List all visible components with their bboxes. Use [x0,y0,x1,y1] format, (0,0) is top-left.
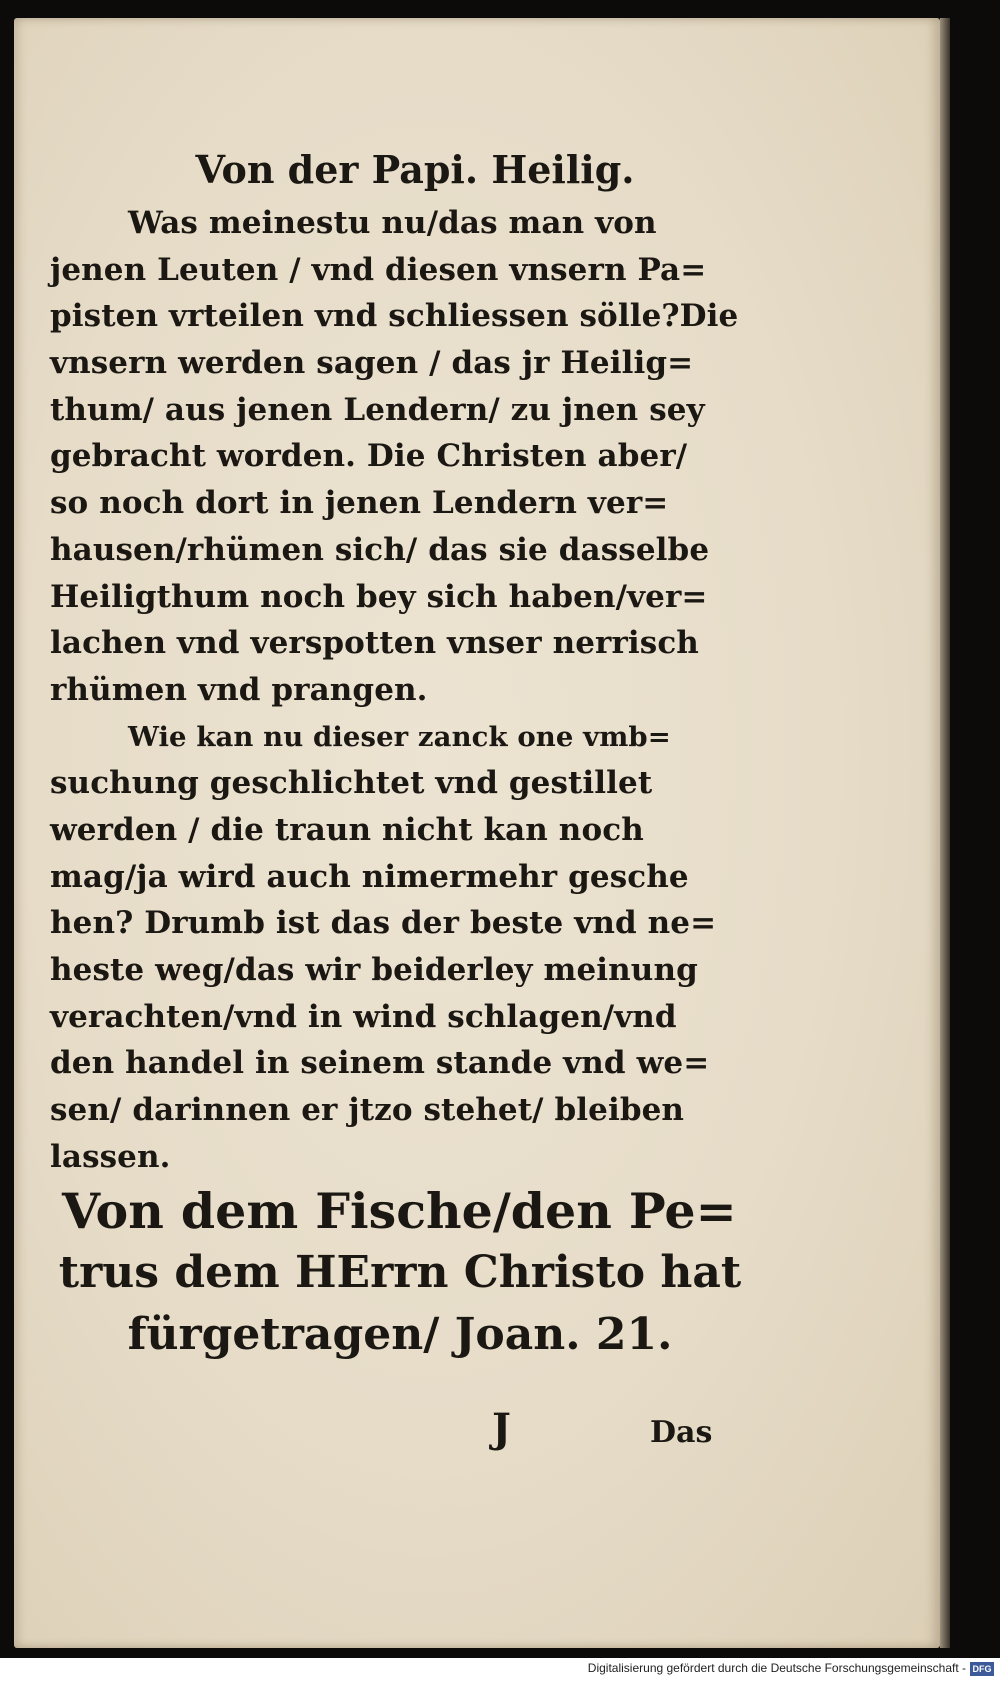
text-line: rhümen vnd prangen. [50,671,428,708]
text-line: Heiligthum noch bey sich haben/ver= [50,578,708,615]
running-head: Von der Papi. Heilig. [195,147,635,192]
text-line: Was meinestu nu/das man von [128,205,657,241]
text-line: pisten vrteilen vnd schliessen sölle?Die [50,298,739,335]
text-line: mag/ja wird auch nimermehr gesche [50,858,689,895]
heading-line: trus dem HErrn Christo hat [58,1247,742,1299]
page-foot [470,1405,760,1465]
text-line: hen? Drumb ist das der beste vnd ne= [50,905,717,942]
text-line: lachen vnd verspotten vnser nerrisch [50,625,699,662]
text-line: Wie kan nu dieser zanck one vmb= [128,720,671,753]
digitization-footer [0,1658,1000,1681]
paragraph-2 [50,714,750,1181]
text-line: vnsern werden sagen / das jr Heilig= [50,345,694,382]
heading-line: Von dem Fische/den Pe= [62,1182,737,1241]
text-line: hausen/rhümen sich/ das sie dasselbe [50,531,710,568]
text-line: werden / die traun nicht kan noch [50,811,644,848]
catchword: Das [650,1415,713,1450]
text-line: thum/ aus jenen Lendern/ zu jnen sey [50,391,705,428]
signature-mark: J [492,1405,511,1452]
text-line: gebracht worden. Die Christen aber/ [50,438,688,475]
text-line: so noch dort in jenen Lendern ver= [50,485,669,522]
heading-line: fürgetragen/ Joan. 21. [127,1309,673,1361]
text-line: sen/ darinnen er jtzo stehet/ bleiben [50,1092,685,1129]
paragraph-1 [50,200,750,714]
text-line: verachten/vnd in wind schlagen/vnd [50,998,677,1035]
text-line: suchung geschlichtet vnd gestillet [50,765,653,802]
page-text [50,140,750,1366]
text-line: heste weg/das wir beiderley meinung [50,952,698,988]
text-line: den handel in seinem stande vnd we= [50,1045,710,1082]
section-heading [50,1180,750,1366]
text-line: lassen. [50,1138,171,1175]
text-line: jenen Leuten / vnd diesen vnsern Pa= [50,251,707,288]
footer-credit: Digitalisierung gefördert durch die Deutsche Forschungsgemeinschaft - [587,1661,966,1675]
dfg-logo: DFG [970,1662,994,1676]
page-edge [940,18,950,1648]
